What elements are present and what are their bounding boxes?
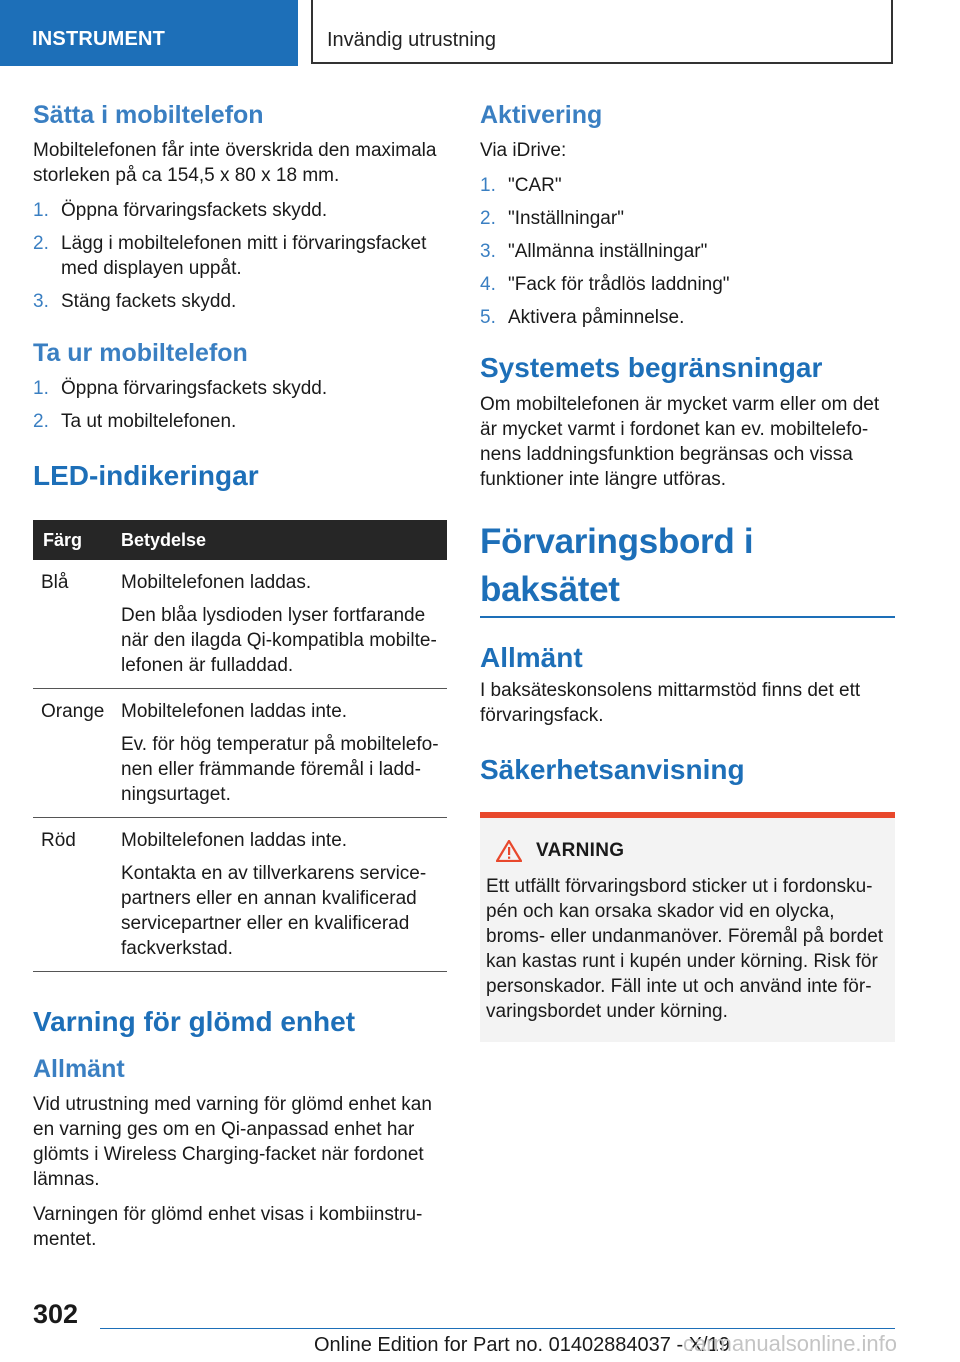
forgotten-device-heading: Varning för glömd enhet — [33, 1006, 356, 1037]
list-item: 1. Öppna förvaringsfackets skydd. — [33, 378, 328, 399]
rear-table-section — [480, 518, 895, 618]
warning-box — [480, 812, 895, 1042]
led-table — [33, 520, 447, 972]
led-meaning: Mobiltelefonen laddas inte. Ev. för hög temperatur på mobiltelefonen eller främmande föremål i laddningsurtaget. — [109, 689, 447, 818]
chapter-tab — [311, 0, 893, 64]
table-row — [33, 560, 447, 689]
list-item: 3. Stäng fackets skydd. — [33, 291, 237, 312]
forgotten-device-subheading: Allmänt — [33, 1055, 125, 1083]
insert-phone-heading: Sätta i mobiltelefon — [33, 101, 264, 129]
warning-text: Ett utfällt förvaringsbord sticker ut i fordonskupén och kan orsaka skador vid en olycka, broms- eller undanmanöver. Föremål på bordet kan kastas runt i kupén under körning. Risk för personskador. Fäll inte ut och använd inte förvaringsbordet under körning. — [486, 876, 884, 1022]
warning-header — [496, 840, 885, 862]
left-column — [33, 98, 447, 1262]
list-item: 2. Ta ut mobiltelefonen. — [33, 411, 237, 432]
general-heading: Allmänt — [480, 642, 583, 673]
insert-phone-text: Mobiltelefonen får inte överskrida den maximala storleken på ca 154,5 x 80 x 18 mm. — [33, 140, 437, 186]
page-number: 302 — [33, 1299, 79, 1329]
general-text: I baksäteskonsolens mittarmstöd finns det ett förvaringsfack. — [480, 680, 861, 726]
chapter-label: Invändig utrustning — [327, 29, 497, 51]
section-tab — [0, 0, 298, 66]
table-row — [33, 689, 447, 818]
forgotten-device-text-1: Vid utrustning med varning för glömd enhet kan en varning ges om en Qi-anpassad enhet har glömts i Wireless Charging-facket när fordonet lämnas. — [33, 1094, 432, 1190]
page-header — [0, 0, 960, 66]
led-color: Blå — [33, 560, 109, 689]
system-limits-text: Om mobiltelefonen är mycket varm eller om det är mycket varmt i fordonet kan ev. mobiltelefonens laddningsfunktion begränsas och vissa funktioner inte längre utföras. — [480, 394, 880, 490]
remove-phone-steps — [33, 376, 447, 434]
list-item: 5. Aktivera påminnelse. — [480, 307, 685, 328]
activation-steps — [480, 173, 895, 330]
forgotten-device-text-2: Varningen för glömd enhet visas i kombiinstrumentet. — [33, 1204, 423, 1250]
activation-intro: Via iDrive: — [480, 140, 567, 161]
rear-table-heading: Förvaringsbord i baksätet — [480, 522, 754, 609]
led-heading: LED-indikeringar — [33, 460, 259, 491]
activation-heading: Aktivering — [480, 101, 603, 129]
list-item: 2. "Inställningar" — [480, 208, 624, 229]
system-limits-heading: Systemets begränsningar — [480, 352, 823, 383]
list-item: 1. Öppna förvaringsfackets skydd. — [33, 200, 328, 221]
column-header: Färg — [33, 520, 109, 560]
safety-heading: Säkerhetsanvisning — [480, 754, 745, 785]
warning-label: VARNING — [536, 840, 625, 861]
column-header: Betydelse — [109, 520, 447, 560]
section-label: INSTRUMENT — [32, 28, 166, 50]
footer-divider — [100, 1328, 895, 1329]
footer-edition: Online Edition for Part no. 01402884037 - X/19 — [314, 1334, 730, 1356]
list-item: 3. "Allmänna inställningar" — [480, 241, 708, 262]
led-color: Röd — [33, 818, 109, 972]
insert-phone-steps — [33, 198, 447, 314]
watermark: carmanualsonline.info — [683, 1331, 898, 1356]
led-meaning: Mobiltelefonen laddas inte. Kontakta en av tillverkarens servicepartners eller en annan kvalificerad servicepartner eller en kvalificerad fackverkstad. — [109, 818, 447, 972]
list-item: 1. "CAR" — [480, 175, 562, 196]
right-column — [480, 98, 895, 1042]
warning-triangle-icon — [496, 840, 522, 862]
led-meaning: Mobiltelefonen laddas. Den blåa lysdioden lyser fortfarande när den ilagda Qi-kompatibla mobiltelefonen är fulladdad. — [109, 560, 447, 689]
list-item: 4. "Fack för trådlös laddning" — [480, 274, 730, 295]
list-item: 2. Lägg i mobiltelefonen mitt i förvaringsfacket med displayen uppåt. — [33, 233, 427, 279]
led-color: Orange — [33, 689, 109, 818]
table-header-row — [33, 520, 447, 560]
table-row — [33, 818, 447, 972]
remove-phone-heading: Ta ur mobiltelefon — [33, 339, 248, 367]
